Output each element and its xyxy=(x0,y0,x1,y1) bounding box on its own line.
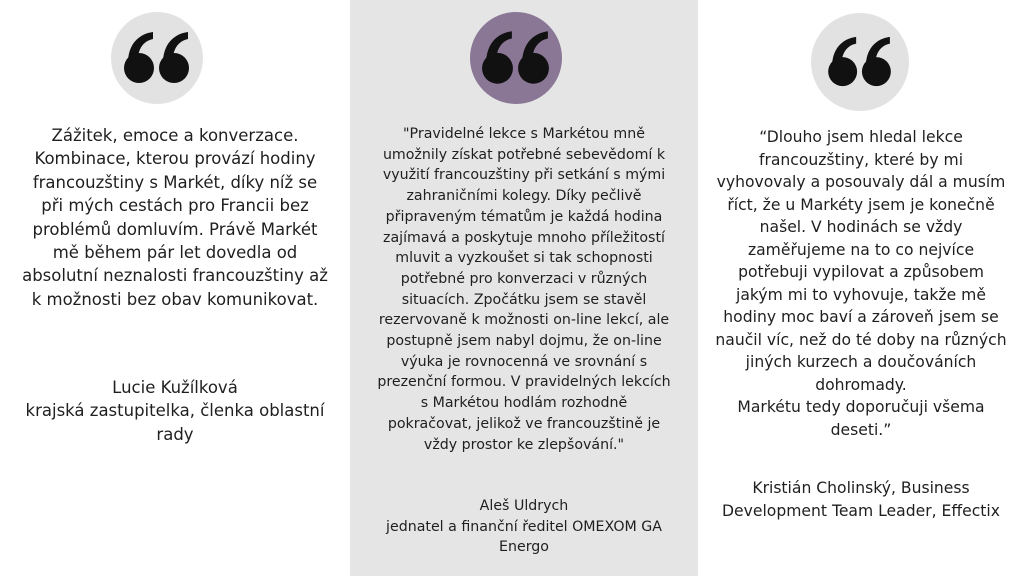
testimonial-quote: “Dlouho jsem hledal lekce francouzštiny, které by mi vyhovovaly a posouvaly dál a musím říct, že u Markéty jsem je konečně našel. V hodinách se vždy zaměřujeme na to co nejvíce potřebuji vypilovat a způsobem jakým mi to vyhovuje, takže mě hodiny moc baví a zároveň jsem se naučil víc, než do té doby na různých jiných kurzech a doučováních dohromady. Markétu tedy doporučuji všema deseti.” xyxy=(715,128,1007,439)
quote-mark-icon xyxy=(111,12,203,104)
quote-mark-icon xyxy=(470,12,562,104)
testimonial-author: Lucie Kužílková krajská zastupitelka, členka oblastní rady xyxy=(25,378,325,444)
quote-mark-icon xyxy=(811,13,909,111)
testimonial-author: Aleš Uldrych jednatel a finanční ředitel OMEXOM GA Energo xyxy=(386,498,662,555)
testimonial-quote: "Pravidelné lekce s Markétou mně umožnily získat potřebné sebevědomí k využití francouzštiny při setkání s mými zahraničními kolegy. Díky pečlivě připraveným tématům je každá hodina zajímavá a poskytuje mnoho příležitostí mluvit a vyzkoušet si tak schopnosti potřebné pro konverzaci v různých situacích. Zpočátku jsem se stavěl rezervovaně k možnosti on-line lekcí, ale postupně jsem nabyl dojmu, že on-line výuka je rovnocenná ve srovnání s prezenční formou. V pravidelných lekcích s Markétou hodlám rozhodně pokračovat, jelikož ve francouzštině je vždy prostor ke zlepšování." xyxy=(377,126,671,453)
testimonial-author: Kristián Cholinský, Business Development Team Leader, Effectix xyxy=(722,479,1000,520)
testimonial-card-1 xyxy=(0,0,350,576)
testimonial-card-2 xyxy=(350,0,698,576)
testimonial-quote: Zážitek, emoce a konverzace. Kombinace, kterou provází hodiny francouzštiny s Markét, díky níž se při mých cestách pro Francii bez problémů domluvím. Právě Markét mě během pár let dovedla od absolutní neznalosti francouzštiny až k možnosti bez obav komunikovat. xyxy=(22,126,328,309)
testimonial-card-3 xyxy=(698,0,1024,576)
